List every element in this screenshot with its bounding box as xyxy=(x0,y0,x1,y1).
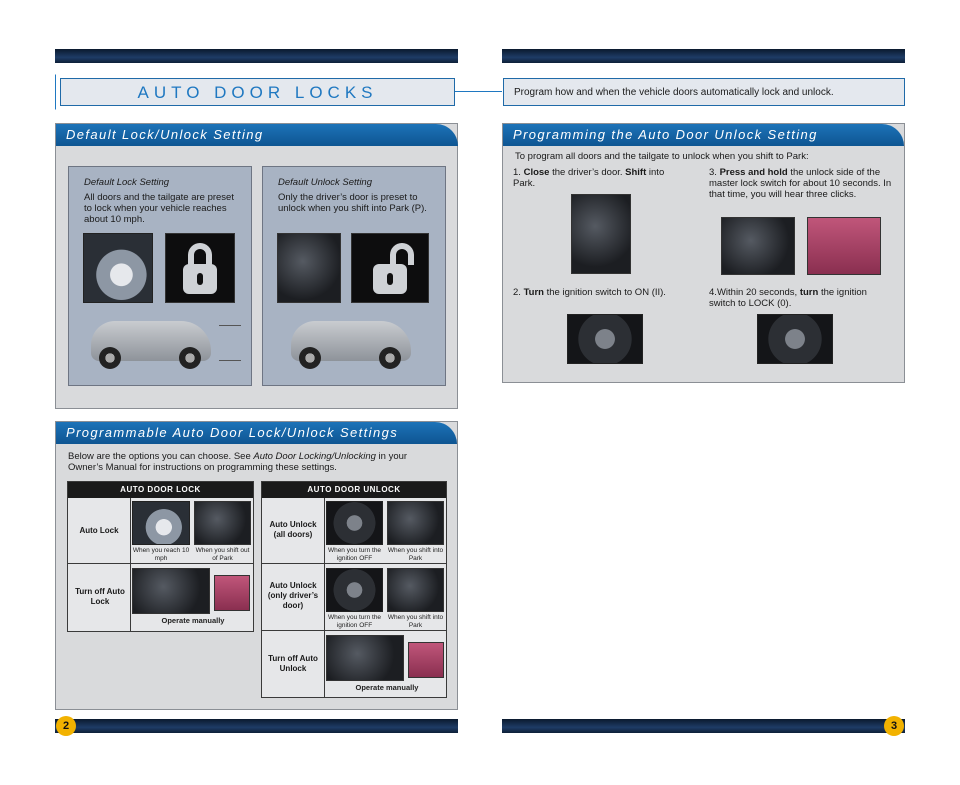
intro-part: in your Owner’s Manual for instructions on programming these settings. xyxy=(68,451,408,473)
step-keyword: Turn xyxy=(523,287,544,298)
car-wheel-front xyxy=(99,347,121,369)
shifter-image xyxy=(387,501,444,545)
step-keyword: Press and hold xyxy=(719,167,788,178)
unlock-row-2 xyxy=(262,565,446,631)
turn-off-auto-lock-label: Turn off Auto Lock xyxy=(75,587,125,606)
intro-text: Program how and when the vehicle doors automatically lock and unlock. xyxy=(514,87,834,98)
shifter-image xyxy=(387,568,444,612)
auto-door-unlock-table xyxy=(261,481,447,698)
turn-off-auto-unlock-label: Turn off Auto Unlock xyxy=(268,654,318,673)
bottom-bar-right xyxy=(502,719,905,733)
default-lock-text: All doors and the tailgate are preset to lock when your vehicle reaches about 10 mph. xyxy=(84,192,234,225)
programmable-panel xyxy=(55,421,458,710)
default-unlock-text: Only the driver’s door is preset to unlock when you shift into Park (P). xyxy=(278,192,427,214)
page-number-right: 3 xyxy=(884,716,904,736)
step-number: 1. xyxy=(513,167,521,178)
speed-lines xyxy=(219,325,241,361)
lock-icon xyxy=(165,233,235,303)
step-text: the unlock side of the master lock switch for about 10 seconds. In that time, you will hear three clicks. xyxy=(709,167,892,200)
lock-table-divider xyxy=(130,498,131,631)
page-title: AUTO DOOR LOCKS xyxy=(137,83,378,102)
step-text: the ignition switch to ON (II). xyxy=(543,287,666,298)
unlock-row-3 xyxy=(262,632,446,697)
unlock-caption-ignition: When you turn the ignition OFF xyxy=(327,614,382,629)
top-bar-right xyxy=(502,49,905,63)
unlock-caption-manual: Operate manually xyxy=(355,683,419,692)
programming-panel-heading: Programming the Auto Door Unlock Setting xyxy=(503,124,904,146)
step-3 xyxy=(709,167,894,200)
step-keyword: Close xyxy=(523,167,550,178)
auto-unlock-driver-label: Auto Unlock (only driver’s door) xyxy=(267,581,319,610)
lock-table-header: AUTO DOOR LOCK xyxy=(68,482,253,498)
default-unlock-box xyxy=(262,166,446,386)
unlock-caption-park: When you shift into Park xyxy=(387,614,444,629)
step-4 xyxy=(709,287,894,309)
shifter-image xyxy=(194,501,251,545)
default-lock-box xyxy=(68,166,252,386)
shifter-image xyxy=(277,233,341,303)
unlock-row-1 xyxy=(262,498,446,564)
default-panel xyxy=(55,123,458,409)
lock-row-2 xyxy=(68,565,253,631)
unlock-caption-ignition: When you turn the ignition OFF xyxy=(327,547,382,562)
step-number: 3. xyxy=(709,167,717,178)
step-text: the ignition switch to LOCK (0). xyxy=(709,287,867,309)
speedometer-image xyxy=(83,233,153,303)
step-number: 4. xyxy=(709,287,717,298)
programmable-intro xyxy=(68,451,438,473)
car-wheel-rear xyxy=(379,347,401,369)
title-connector xyxy=(455,91,502,92)
master-lock-switch-image xyxy=(807,217,881,275)
auto-door-lock-table xyxy=(67,481,254,632)
speedometer-image xyxy=(132,501,190,545)
step-text: the driver’s door. xyxy=(549,167,626,178)
programmable-panel-heading: Programmable Auto Door Lock/Unlock Settings xyxy=(56,422,457,444)
door-switch-image xyxy=(721,217,795,275)
intro-part: Below are the options you can choose. See xyxy=(68,451,254,462)
lock-row-1 xyxy=(68,498,253,564)
lock-switch-image xyxy=(326,635,404,681)
programming-intro: To program all doors and the tailgate to unlock when you shift to Park: xyxy=(515,151,809,162)
step-number: 2. xyxy=(513,287,521,298)
lock-switch-image xyxy=(132,568,210,614)
ignition-on-image xyxy=(567,314,643,364)
page-number-left: 2 xyxy=(56,716,76,736)
bottom-bar-left xyxy=(55,719,458,733)
ignition-image xyxy=(326,568,383,612)
master-lock-switch-image xyxy=(214,575,250,611)
unlock-table-header: AUTO DOOR UNLOCK xyxy=(262,482,446,498)
step-keyword: turn xyxy=(799,287,819,298)
default-unlock-title: Default Unlock Setting xyxy=(278,177,372,188)
programming-panel xyxy=(502,123,905,383)
ignition-image xyxy=(326,501,383,545)
default-lock-title: Default Lock Setting xyxy=(84,177,170,188)
step-1 xyxy=(513,167,688,189)
car-wheel-rear xyxy=(179,347,201,369)
top-bar-left xyxy=(55,49,458,63)
default-panel-heading: Default Lock/Unlock Setting xyxy=(56,124,458,146)
step-keyword: Shift xyxy=(625,167,647,178)
car-wheel-front xyxy=(299,347,321,369)
auto-unlock-all-label: Auto Unlock (all doors) xyxy=(269,520,317,539)
lock-caption-manual: Operate manually xyxy=(161,616,225,625)
manual-reference: Auto Door Locking/Unlocking xyxy=(253,451,376,462)
intro-box xyxy=(503,78,905,106)
ignition-lock-image xyxy=(757,314,833,364)
step-2 xyxy=(513,287,693,298)
step-text: into Park. xyxy=(513,167,665,189)
unlock-icon xyxy=(351,233,429,303)
auto-lock-label: Auto Lock xyxy=(79,526,119,535)
master-lock-switch-image xyxy=(408,642,444,678)
lock-caption-shift: When you shift out of Park xyxy=(195,547,250,562)
shifter-image xyxy=(571,194,631,274)
title-box xyxy=(60,78,455,106)
lock-caption-speed: When you reach 10 mph xyxy=(132,547,190,562)
step-text: Within 20 seconds, xyxy=(716,287,800,298)
unlock-caption-park: When you shift into Park xyxy=(387,547,444,562)
unlock-table-divider xyxy=(324,498,325,697)
